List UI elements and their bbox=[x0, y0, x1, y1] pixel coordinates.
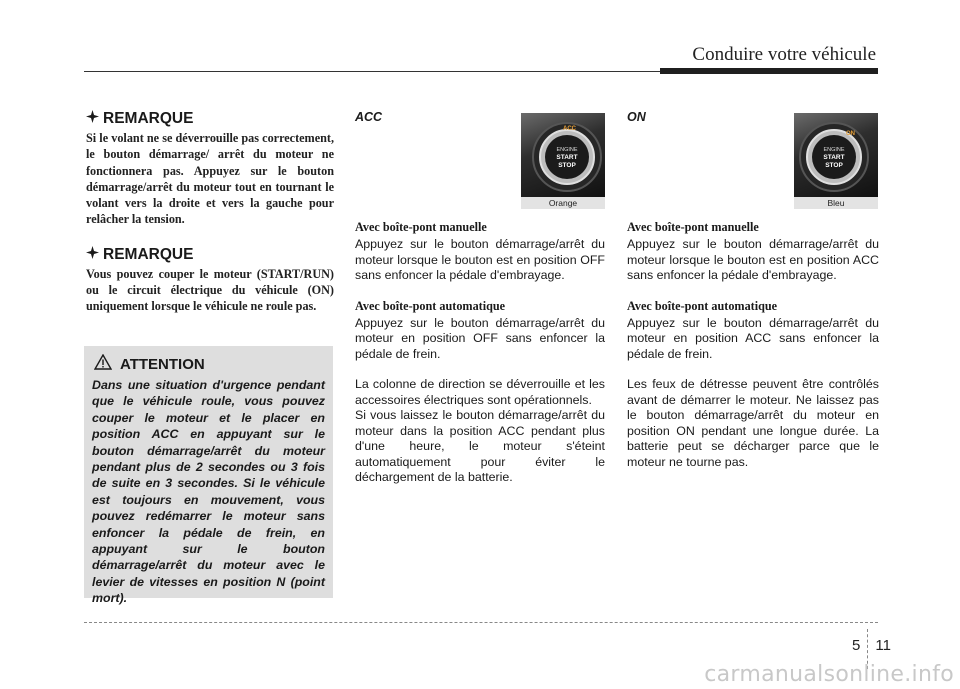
on-photo-caption: Bleu bbox=[794, 197, 878, 209]
remark-text: Si le volant ne se déverrouille pas correctement, le bouton démarrage/ arrêt du moteur ne fonctionnera pas. Appuyez sur le bouton démarrage/arrêt du moteur tout en tournant le volant vers la droite et vers la gauche pour relâcher la tension. bbox=[86, 131, 334, 227]
remark-text: Vous pouvez couper le moteur (START/RUN) ou le circuit électrique du véhicule (ON) uniquement lorsque le véhicule ne roule pas. bbox=[86, 266, 334, 314]
on-label: ON bbox=[846, 131, 855, 137]
acc-manual-heading: Avec boîte-pont manuelle bbox=[355, 220, 487, 234]
on-auto-heading: Avec boîte-pont automatique bbox=[627, 298, 778, 313]
svg-text:ENGINE: ENGINE bbox=[823, 147, 845, 153]
cross-star-icon bbox=[86, 246, 99, 264]
svg-text:START: START bbox=[556, 154, 578, 161]
cross-star-icon bbox=[86, 110, 99, 128]
header-rule-accent bbox=[660, 68, 878, 74]
remarks-column bbox=[86, 110, 334, 315]
on-note: Les feux de détresse peuvent être contrôlés avant de démarrer le moteur. Ne laissez pas le bouton démarrage/arrêt du moteur en position ON pendant une longue durée. La batterie peut se décharger parce que le moteur ne tourne pas. bbox=[627, 377, 879, 469]
on-title: ON bbox=[627, 110, 646, 124]
svg-text:START: START bbox=[823, 154, 845, 161]
footer-rule bbox=[84, 622, 878, 623]
caution-box bbox=[84, 346, 333, 606]
svg-text:ENGINE: ENGINE bbox=[556, 147, 578, 153]
acc-label: ACC bbox=[563, 126, 576, 132]
on-section bbox=[627, 110, 879, 470]
caution-heading bbox=[94, 354, 325, 375]
header-rule bbox=[84, 71, 664, 72]
acc-photo-caption: Orange bbox=[521, 197, 605, 209]
svg-text:STOP: STOP bbox=[825, 162, 843, 169]
on-button-photo bbox=[794, 113, 878, 209]
acc-button-photo bbox=[521, 113, 605, 209]
caution-text: Dans une situation d'urgence pendant que le véhicule roule, vous pouvez couper le moteur et le placer en position ACC en appuyant sur le bouton démarrage/arrêt du moteur pendant plus de 2 secondes ou 3 fois de suite en 3 secondes. Si le véhicule est toujours en mouvement, vous pouvez redémarrer le moteur sans enfoncer la pédale de frein, en appuyant sur le bouton démarrage/arrêt du moteur avec le levier de vitesses en position N (point mort). bbox=[92, 378, 325, 606]
page-number bbox=[852, 625, 891, 665]
acc-title: ACC bbox=[355, 110, 383, 124]
page-number-value: 11 bbox=[875, 636, 891, 654]
chapter-title: Conduire votre véhicule bbox=[692, 44, 876, 65]
acc-section bbox=[355, 110, 605, 486]
svg-text:STOP: STOP bbox=[558, 162, 576, 169]
acc-note: Si vous laissez le bouton démarrage/arrêt du moteur dans la position ACC pendant plus d'une heure, le moteur s'éteint automatiquement pour éviter le déchargement de la batterie. bbox=[355, 408, 605, 484]
remark-heading: REMARQUE bbox=[86, 246, 334, 264]
on-manual-heading: Avec boîte-pont manuelle bbox=[627, 220, 759, 234]
watermark: carmanualsonline.info bbox=[704, 662, 954, 687]
chapter-number: 5 bbox=[852, 636, 861, 654]
acc-note: La colonne de direction se déverrouille et les accessoires électriques sont opérationnels. bbox=[355, 377, 605, 407]
caution-title: ATTENTION bbox=[120, 356, 205, 373]
acc-auto-heading: Avec boîte-pont automatique bbox=[355, 298, 506, 313]
acc-manual-text: Appuyez sur le bouton démarrage/arrêt du moteur lorsque le bouton est en position OFF sans enfoncer la pédale d'embrayage. bbox=[355, 237, 605, 282]
acc-auto-text: Appuyez sur le bouton démarrage/arrêt du moteur en position OFF sans enfoncer la pédale de frein. bbox=[355, 315, 605, 361]
warning-triangle-icon bbox=[94, 354, 112, 375]
on-auto-text: Appuyez sur le bouton démarrage/arrêt du moteur en position ACC sans enfoncer la pédale de frein. bbox=[627, 315, 879, 361]
remark-heading: REMARQUE bbox=[86, 110, 334, 128]
on-manual-text: Appuyez sur le bouton démarrage/arrêt du moteur lorsque le bouton est en position ACC sans enfoncer la pédale d'embrayage. bbox=[627, 237, 879, 282]
